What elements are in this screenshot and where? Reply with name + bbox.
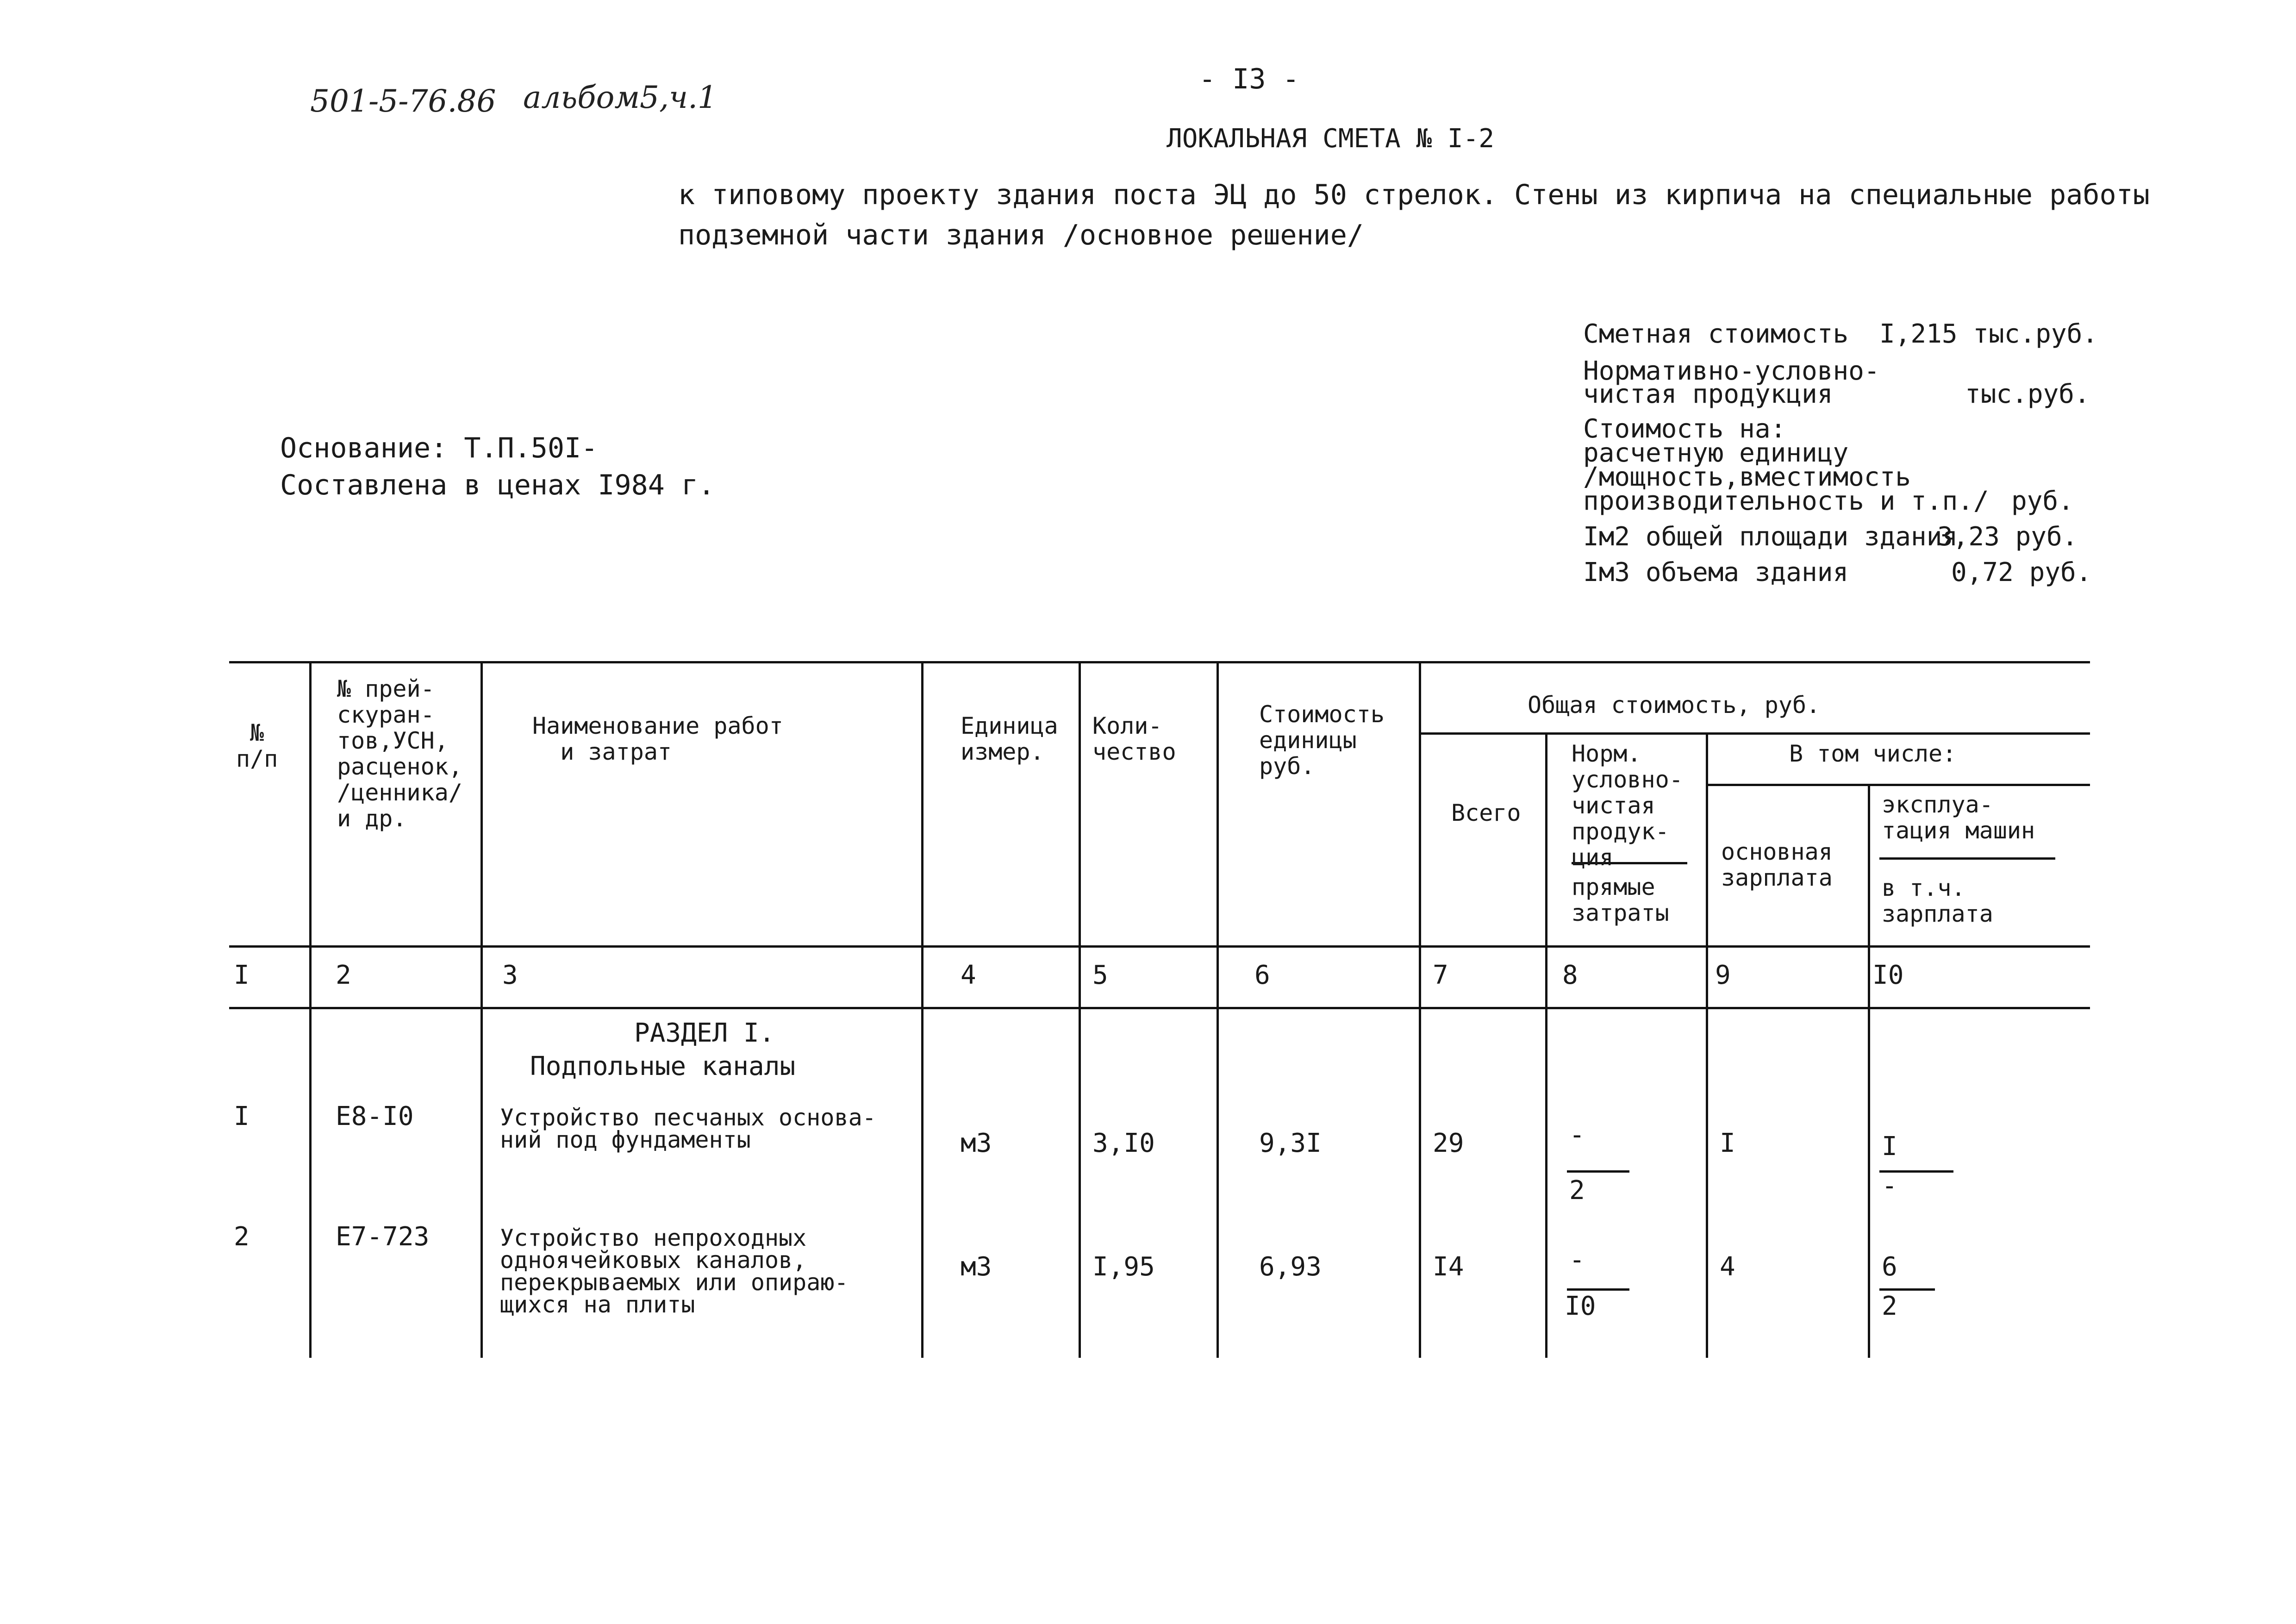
column-number-2: 2 xyxy=(336,960,351,990)
row-norm-top: - xyxy=(1569,1245,1585,1275)
column-number-7: 7 xyxy=(1433,960,1448,990)
row-mach-top: 6 xyxy=(1882,1252,1897,1282)
summary-norm-label-2: чистая продукция xyxy=(1583,379,1833,409)
summary-cost-label: Сметная стоимость xyxy=(1583,319,1849,349)
mach-header-divider xyxy=(1879,857,2055,860)
row-norm-bottom: 2 xyxy=(1569,1175,1585,1206)
document-subtitle-line-1: к типовому проекту здания поста ЭЦ до 50 стрелок. Стены из кирпича на специальные работы xyxy=(678,179,2150,211)
col-divider-3 xyxy=(921,661,923,1358)
row-wage: 4 xyxy=(1720,1252,1735,1282)
row-mach-bottom: - xyxy=(1882,1171,1897,1201)
column-number-5: 5 xyxy=(1092,960,1108,990)
row-unit-cost: 9,3I xyxy=(1259,1128,1322,1158)
header-total-group: Общая стоимость, руб. xyxy=(1528,692,1821,718)
header-col-10-bottom: в т.ч. зарплата xyxy=(1882,874,1993,927)
row-code: Е8-I0 xyxy=(336,1101,414,1131)
row-number: I xyxy=(234,1101,250,1131)
col-divider-7 xyxy=(1545,732,1547,1358)
column-number-4: 4 xyxy=(961,960,976,990)
row-norm-fraction-line xyxy=(1567,1288,1629,1291)
column-numbers-rule xyxy=(229,1007,2090,1009)
header-col-10-top: эксплуа- тация машин xyxy=(1882,791,2035,844)
summary-unit-cost-1: Стоимость на: xyxy=(1583,414,1786,444)
row-quantity: 3,I0 xyxy=(1092,1128,1155,1158)
column-number-10: I0 xyxy=(1872,960,1904,990)
handwritten-album: альбом5,ч.1 xyxy=(523,80,718,115)
document-title: ЛОКАЛЬНАЯ СМЕТА № I-2 xyxy=(1167,124,1495,154)
summary-volume-value: 0,72 руб. xyxy=(1951,557,2092,587)
row-norm-bottom: I0 xyxy=(1565,1291,1596,1321)
incl-group-rule xyxy=(1706,784,2090,786)
row-number: 2 xyxy=(234,1222,250,1252)
header-col-1: № п/п xyxy=(236,719,278,772)
basis-line-2: Составлена в ценах I984 г. xyxy=(280,469,715,501)
summary-unit-cost-4: производительность и т.п./ xyxy=(1583,486,1989,516)
row-total: 29 xyxy=(1433,1128,1464,1158)
header-col-9: основная зарплата xyxy=(1721,838,1833,891)
header-col-7: Всего xyxy=(1451,800,1521,826)
summary-volume-label: Iм3 объема здания xyxy=(1583,557,1849,587)
row-name: Устройство песчаных основа- ний под фундаменты xyxy=(500,1104,876,1153)
row-norm-fraction-line xyxy=(1567,1170,1629,1173)
row-unit-cost: 6,93 xyxy=(1259,1252,1322,1282)
section-name: Подпольные каналы xyxy=(530,1051,796,1081)
header-col-8-top: Норм. условно- чистая продук- ция xyxy=(1572,740,1683,871)
summary-norm-label-1: Нормативно-условно- xyxy=(1583,356,1880,386)
total-group-rule xyxy=(1419,732,2090,735)
summary-norm-unit: тыс.руб. xyxy=(1965,379,2090,409)
row-total: I4 xyxy=(1433,1252,1464,1282)
header-col-2: № прей- скуран- тов,УСН, расценок, /ценника/ и др. xyxy=(337,675,462,832)
column-number-3: 3 xyxy=(502,960,518,990)
summary-unit-cost-unit: руб. xyxy=(2011,486,2074,516)
col-divider-9 xyxy=(1868,784,1870,1358)
col-divider-5 xyxy=(1217,661,1219,1358)
col-divider-1 xyxy=(309,661,312,1358)
row-mach-top: I xyxy=(1882,1131,1897,1162)
row-norm-top: - xyxy=(1569,1120,1585,1150)
summary-cost-value: I,215 тыс.руб. xyxy=(1879,319,2098,349)
basis-line-1: Основание: Т.П.50I- xyxy=(280,432,598,464)
col-divider-8 xyxy=(1706,732,1708,1358)
handwritten-code: 501-5-76.86 xyxy=(310,83,496,119)
row-mach-fraction-line xyxy=(1879,1288,1935,1291)
summary-unit-cost-3: /мощность,вместимость xyxy=(1583,462,1911,492)
row-unit: м3 xyxy=(961,1252,992,1282)
page-number: - I3 - xyxy=(1199,63,1299,95)
row-unit: м3 xyxy=(961,1128,992,1158)
header-bottom-rule xyxy=(229,945,2090,948)
row-mach-bottom: 2 xyxy=(1882,1291,1897,1321)
row-code: Е7-723 xyxy=(336,1222,430,1252)
document-subtitle-line-2: подземной части здания /основное решение/ xyxy=(678,219,1364,251)
column-number-9: 9 xyxy=(1715,960,1731,990)
row-quantity: I,95 xyxy=(1092,1252,1155,1282)
summary-area-value: 3,23 руб. xyxy=(1937,522,2078,552)
summary-area-label: Iм2 общей площади здания xyxy=(1583,522,1958,552)
header-col-6: Стоимость единицы руб. xyxy=(1259,701,1385,780)
col-divider-2 xyxy=(480,661,483,1358)
header-col-4: Единица измер. xyxy=(961,712,1058,765)
column-number-8: 8 xyxy=(1562,960,1578,990)
column-number-6: 6 xyxy=(1254,960,1270,990)
header-col-5: Коли- чество xyxy=(1092,712,1176,765)
col-divider-4 xyxy=(1079,661,1081,1358)
column-number-1: I xyxy=(234,960,250,990)
header-incl-group: В том числе: xyxy=(1789,740,1957,767)
row-wage: I xyxy=(1720,1128,1735,1158)
row-name: Устройство непроходных одноячейковых каналов, перекрываемых или опираю- щихся на плиты xyxy=(500,1224,849,1318)
header-col-3: Наименование работ и затрат xyxy=(532,712,783,765)
table-top-rule xyxy=(229,661,2090,663)
summary-unit-cost-2: расчетную единицу xyxy=(1583,438,1849,468)
header-col-8-bottom: прямые затраты xyxy=(1572,874,1669,926)
col-divider-6 xyxy=(1419,661,1421,1358)
section-title: РАЗДЕЛ I. xyxy=(634,1018,775,1048)
